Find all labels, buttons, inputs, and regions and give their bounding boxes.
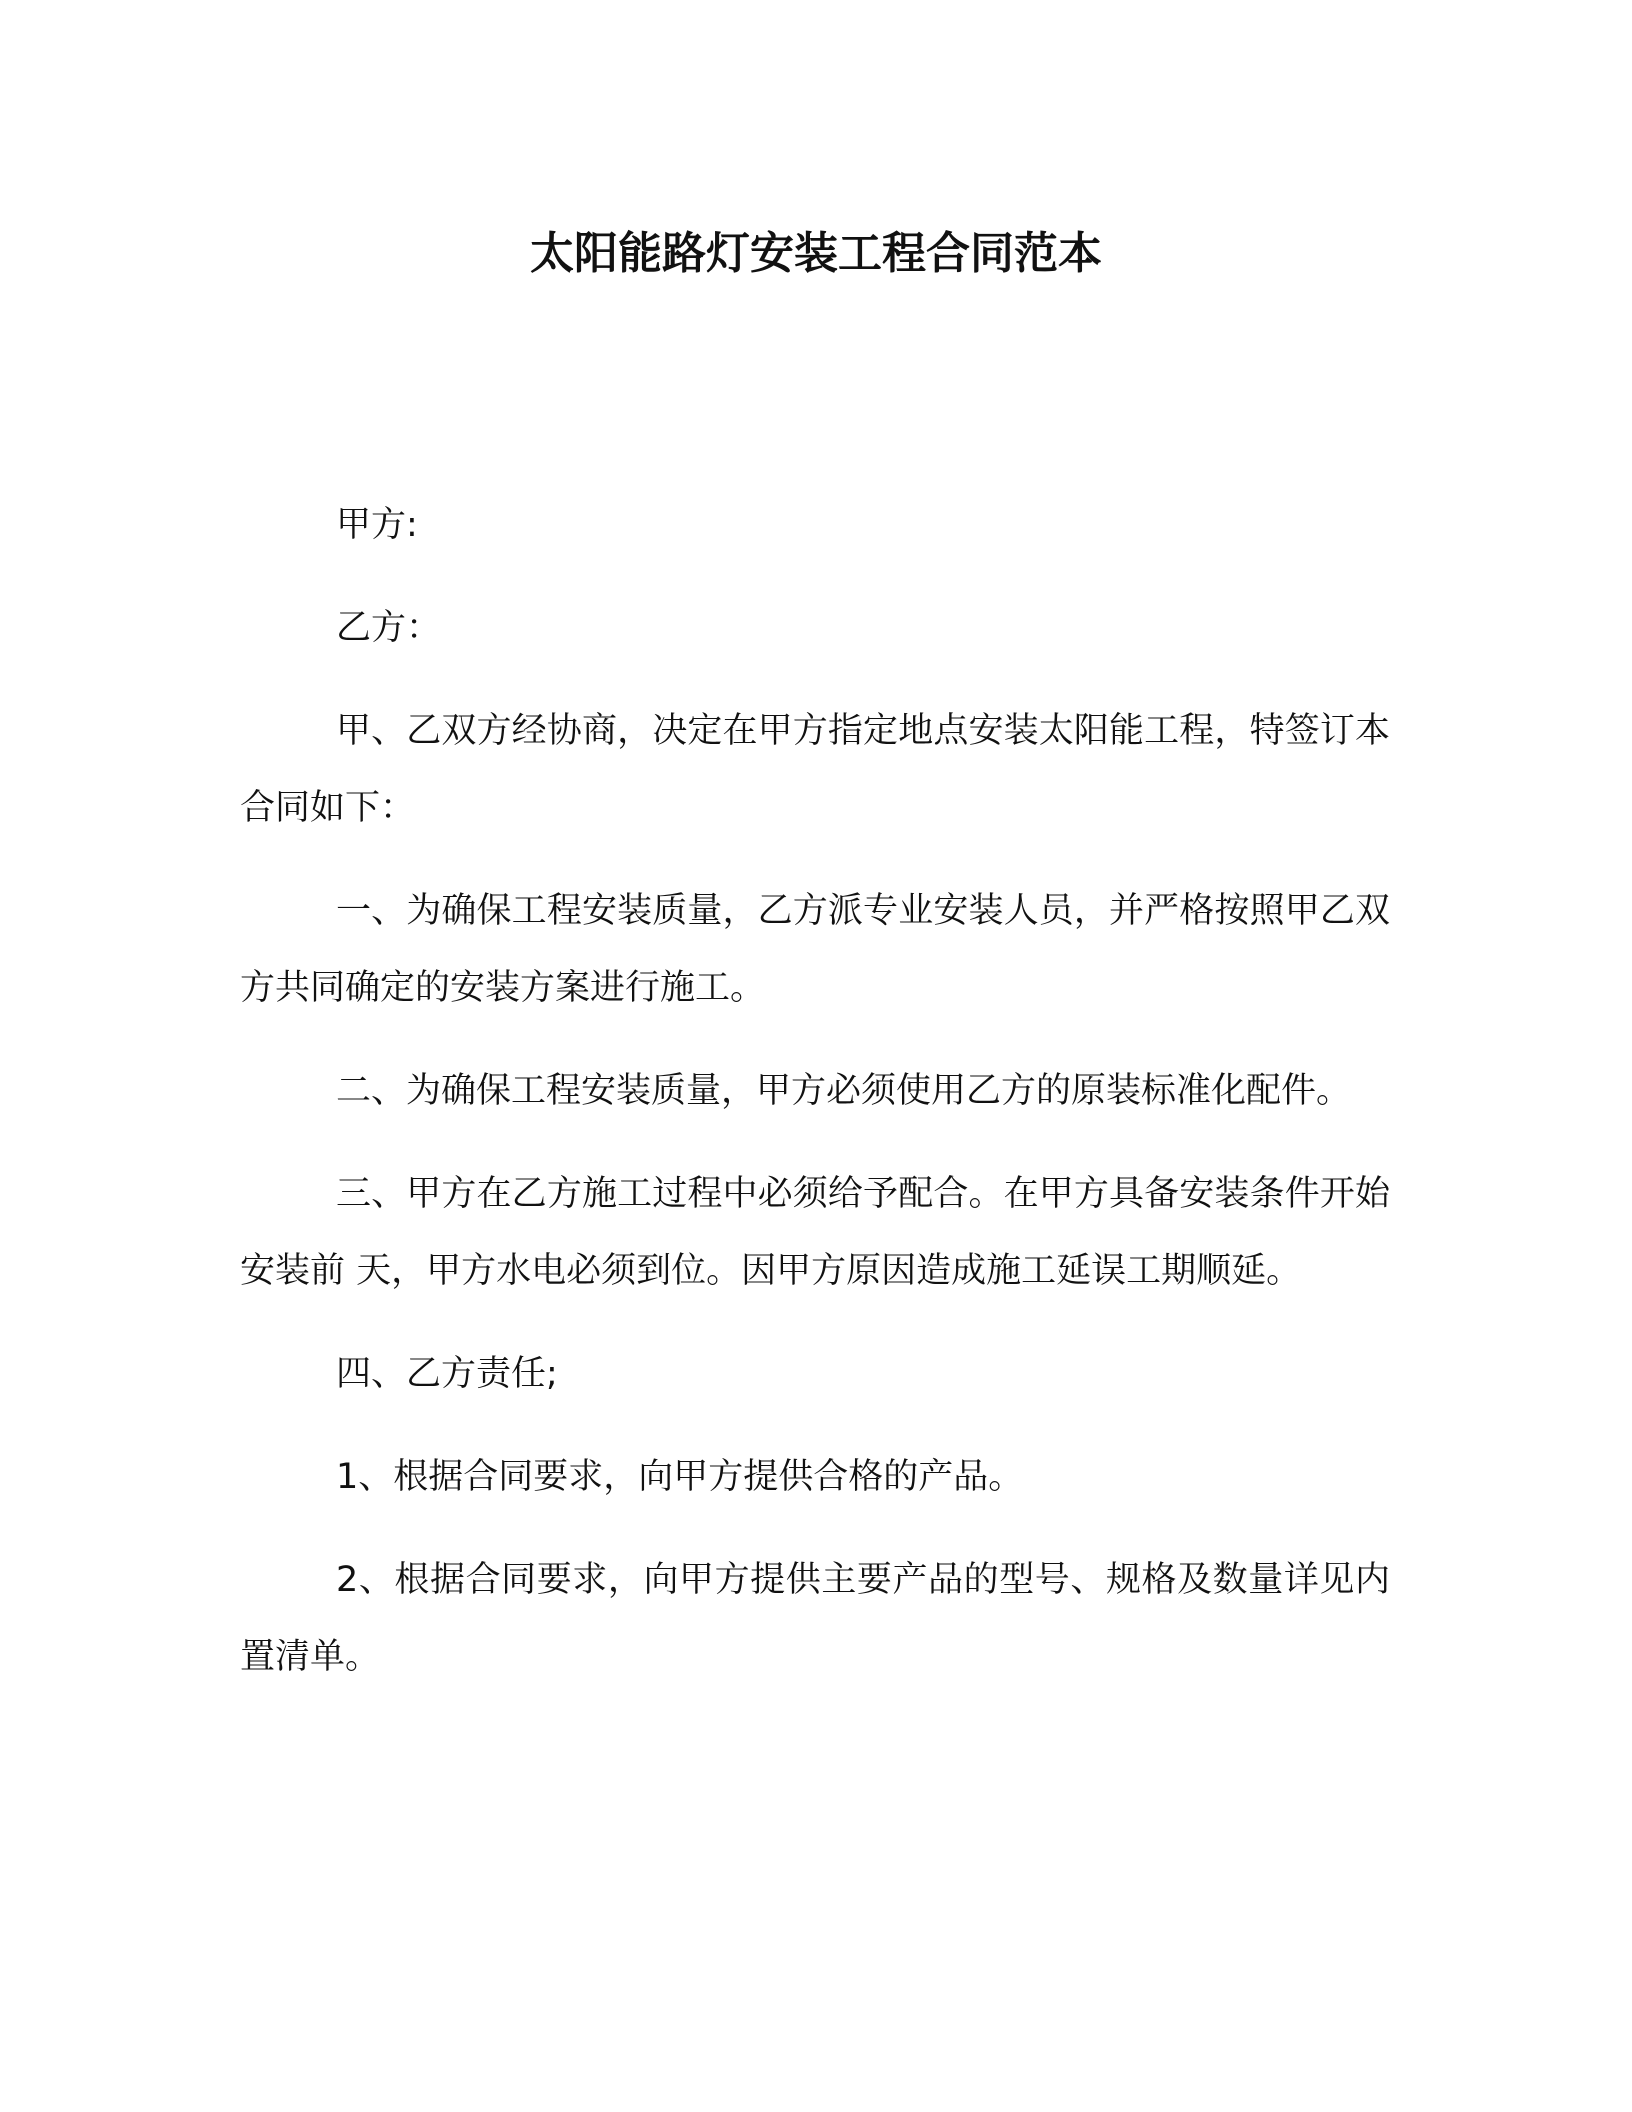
party-a-line: 甲方: bbox=[336, 505, 418, 545]
clause-4-heading: 四、乙方责任; bbox=[336, 1354, 558, 1394]
clause-2-paragraph: 二、为确保工程安装质量，甲方必须使用乙方的原装标准化配件。 bbox=[336, 1071, 1352, 1111]
document-body bbox=[240, 487, 1390, 1722]
document-title: 太阳能路灯安装工程合同范本 bbox=[530, 228, 1102, 279]
party-b-line: 乙方： bbox=[336, 608, 442, 648]
clause-1-paragraph: 一、为确保工程安装质量，乙方派专业安装人员，并严格按照甲乙双方共同确定的安装方案进行施工。 bbox=[240, 891, 1390, 1008]
clause-4-item-2: 2、根据合同要求，向甲方提供主要产品的型号、规格及数量详见内置清单。 bbox=[240, 1560, 1390, 1677]
clause-3-paragraph: 三、甲方在乙方施工过程中必须给予配合。在甲方具备安装条件开始安装前 天，甲方水电必须到位。因甲方原因造成施工延误工期顺延。 bbox=[240, 1174, 1390, 1291]
preamble-paragraph: 甲、乙双方经协商，决定在甲方指定地点安装太阳能工程，特签订本合同如下： bbox=[240, 711, 1390, 828]
clause-4-item-1: 1、根据合同要求，向甲方提供合格的产品。 bbox=[336, 1457, 1024, 1497]
